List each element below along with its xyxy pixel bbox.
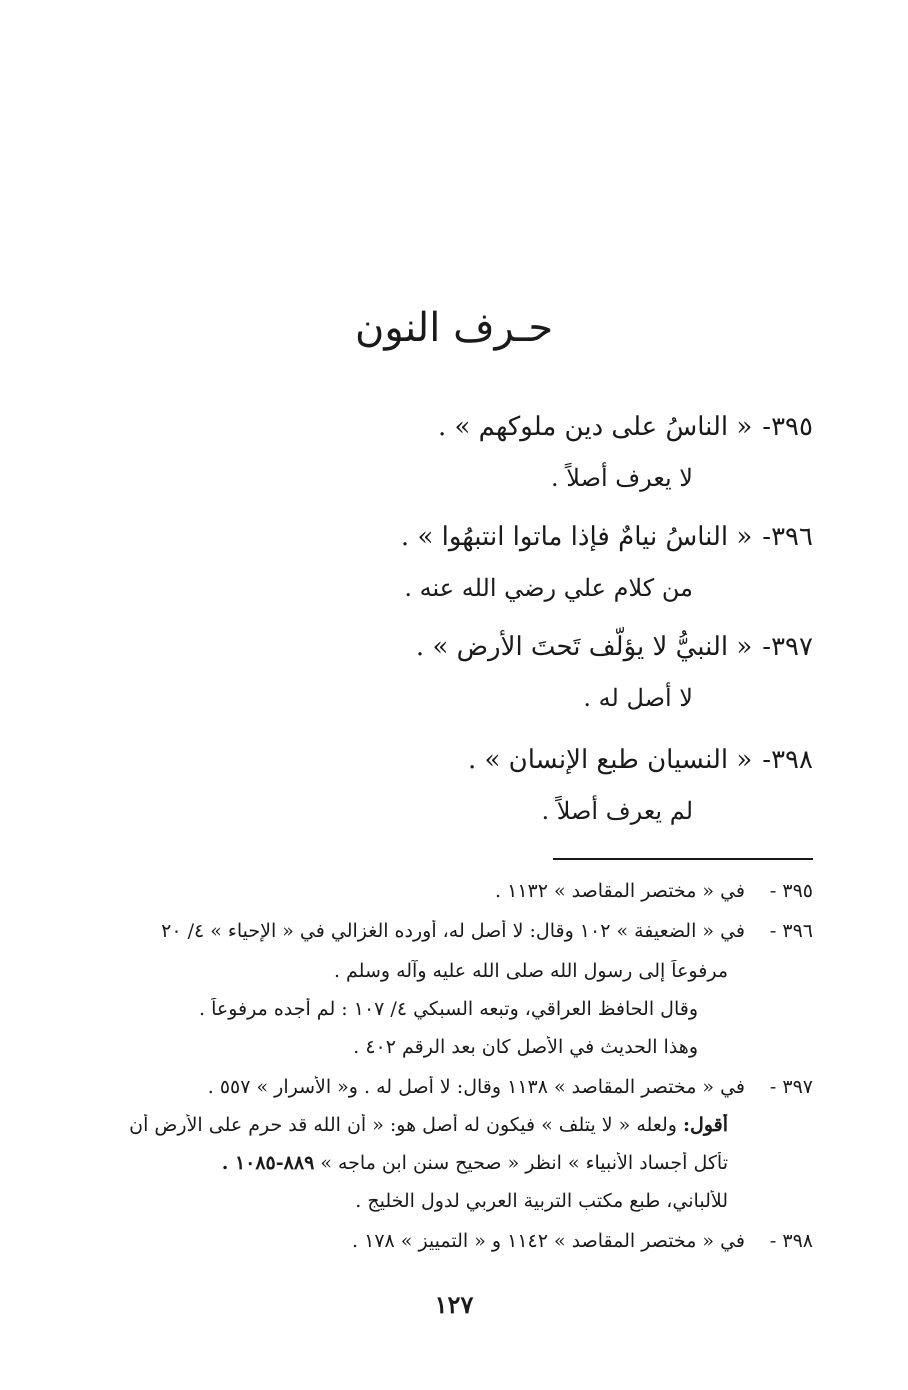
footnote-text: في « مختصر المقاصد » ١١٤٢ و « التمييز » ١٧٨ .	[352, 1230, 745, 1252]
entry-397	[416, 632, 813, 662]
page-number: ١٢٧	[434, 1290, 474, 1319]
footnote-396	[95, 920, 813, 942]
footnote-line: مرفوعاً إلى رسول الله صلى الله عليه وآله وسلم .	[333, 960, 728, 982]
entry-text: « النسيان طبع الإنسان » .	[467, 745, 753, 775]
entry-number: ٣٩٥-	[762, 412, 813, 442]
footnote-text: في « مختصر المقاصد » ١١٣٢ .	[495, 880, 745, 902]
footnote-text: في « الضعيفة » ١٠٢ وقال: لا أصل له، أورده الغزالي في « الإحياء » ٤/ ٢٠	[161, 920, 745, 942]
footnote-emphasis: أقول:	[683, 1114, 728, 1136]
footnote-line: للألباني، طبع مكتب التربية العربي لدول الخليج .	[355, 1190, 728, 1212]
entry-text: « النبيُّ لا يؤلّف تَحتَ الأرض » .	[415, 632, 753, 662]
footnote-number: ٣٩٨ -	[769, 1230, 813, 1252]
footnote-395	[95, 880, 813, 902]
footnote-line: وقال الحافظ العراقي، وتبعه السبكي ٤/ ١٠٧ : لم أجده مرفوعاً .	[199, 998, 698, 1020]
footnote-reference: ٨٨٩-١٠٨٥ .	[221, 1152, 315, 1174]
footnote-text: في « مختصر المقاصد » ١١٣٨ وقال: لا أصل له . و« الأسرار » ٥٥٧ .	[207, 1076, 745, 1098]
footnote-397	[95, 1076, 813, 1098]
entry-verdict: لا يعرف أصلاً .	[551, 464, 693, 492]
footnote-divider	[553, 858, 813, 860]
footnote-line	[95, 1114, 728, 1136]
footnote-398	[95, 1230, 813, 1252]
footnote-number: ٣٩٧ -	[769, 1076, 813, 1098]
entry-text: « الناسُ نيامٌ فإذا ماتوا انتبهُوا » .	[400, 522, 753, 552]
footnote-number: ٣٩٦ -	[769, 920, 813, 942]
entry-398	[468, 745, 813, 775]
footnote-line	[95, 1152, 728, 1174]
entry-text: « الناسُ على دين ملوكهم » .	[437, 412, 753, 442]
entry-396	[401, 522, 813, 552]
entry-verdict: لا أصل له .	[583, 684, 693, 712]
entry-verdict: من كلام علي رضي الله عنه .	[404, 574, 693, 602]
footnote-text: ولعله « لا يتلف » فيكون له أصل هو: « أن الله قد حرم على الأرض أن	[129, 1114, 683, 1136]
entry-number: ٣٩٨-	[762, 745, 813, 775]
footnote-line: وهذا الحديث في الأصل كان بعد الرقم ٤٠٢ .	[353, 1036, 698, 1058]
footnote-text: تأكل أجساد الأنبياء » انظر « صحيح سنن ابن ماجه »	[314, 1152, 728, 1174]
entry-verdict: لم يعرف أصلاً .	[541, 797, 693, 825]
footnote-number: ٣٩٥ -	[769, 880, 813, 902]
entry-395	[438, 412, 813, 442]
entry-number: ٣٩٧-	[762, 632, 813, 662]
section-title: حـرف النون	[354, 305, 554, 351]
entry-number: ٣٩٦-	[762, 522, 813, 552]
